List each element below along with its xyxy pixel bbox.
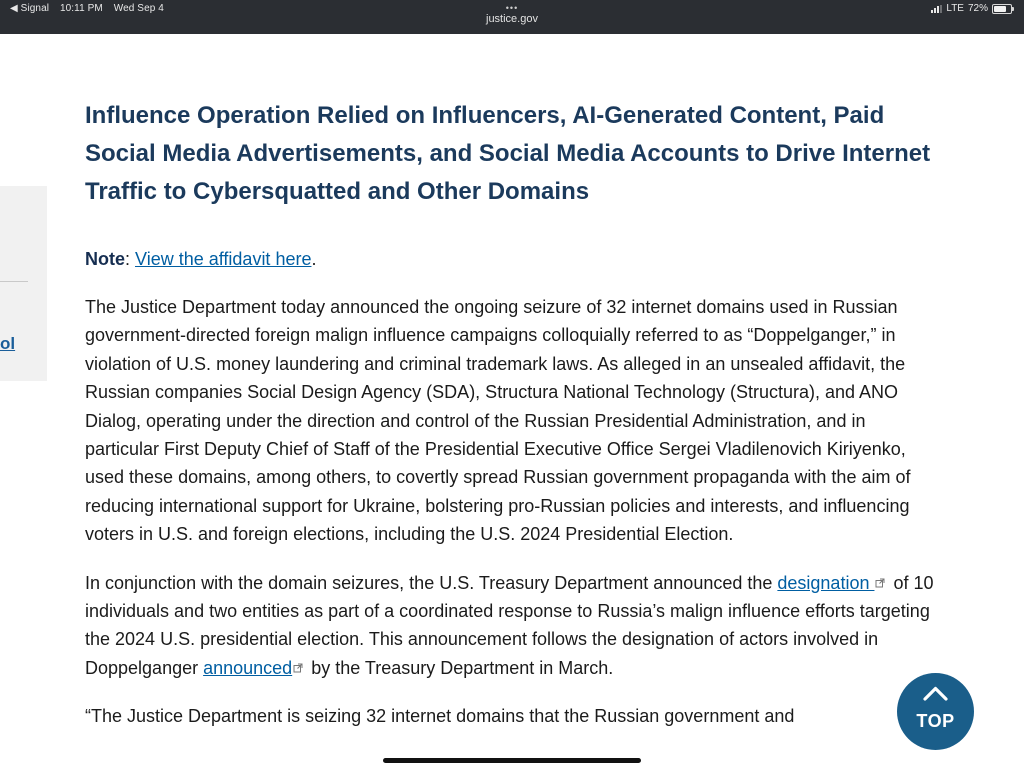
side-divider <box>0 281 28 282</box>
note-line <box>85 245 935 273</box>
cellular-signal-icon <box>931 5 942 13</box>
back-to-top-button[interactable] <box>897 673 974 750</box>
paragraph-2-text-a: In conjunction with the domain seizures, the U.S. Treasury Department announced the <box>85 572 778 593</box>
side-panel <box>0 186 47 381</box>
article-body <box>85 97 935 731</box>
status-time: 10:11 PM <box>59 3 103 14</box>
external-link-icon <box>293 663 303 673</box>
battery-percent: 72% <box>967 3 988 14</box>
paragraph-2-text-b: of 10 individuals and two entities as part of a coordinated response to Russia’s malign influence efforts targeting the 2024 U.S. presidential election. This announcement follows the designation of actors involved in Doppelganger <box>85 572 934 678</box>
status-date: Wed Sep 4 <box>113 3 164 14</box>
chevron-up-icon <box>922 685 949 701</box>
url-bar <box>0 4 1024 25</box>
status-bar <box>0 0 1024 34</box>
multitasking-dots-icon[interactable]: ••• <box>505 3 519 13</box>
status-right <box>931 3 1012 14</box>
note-label: Note <box>85 249 125 269</box>
page-url[interactable]: justice.gov <box>486 13 538 25</box>
paragraph-2-text-c: by the Treasury Department in March. <box>306 657 614 678</box>
note-end: . <box>311 249 317 269</box>
back-to-top-label: TOP <box>916 711 955 731</box>
side-panel-link[interactable]: ol <box>0 334 16 353</box>
announced-link[interactable]: announced <box>203 657 293 678</box>
note-separator: : <box>125 249 136 269</box>
designation-link[interactable]: designation <box>777 572 875 593</box>
article-subheadline: Influence Operation Relied on Influencers, AI-Generated Content, Paid Social Media Advertisements, and Social Media Accounts to Drive Internet Traffic to Cybersquatted and Other Domains <box>85 102 931 205</box>
home-indicator[interactable] <box>383 758 641 763</box>
back-to-app-link[interactable]: ◀ Signal <box>10 3 50 14</box>
paragraph-1: The Justice Department today announced the ongoing seizure of 32 internet domains used in Russian government-directed foreign malign influence campaigns colloquially referred to as “Doppelganger,” in violation of U.S. money laundering and criminal trademark laws. As alleged in an unsealed affidavit, the Russian companies Social Design Agency (SDA), Structura National Technology (Structura), and ANO Dialog, operating under the direction and control of the Russian Presidential Administration, and in particular First Deputy Chief of Staff of the Presidential Executive Office Sergei Vladilenovich Kiriyenko, used these domains, among others, to covertly spread Russian government propaganda with the aim of reducing international support for Ukraine, bolstering pro-Russian policies and interests, and influencing voters in U.S. and foreign elections, including the U.S. 2024 Presidential Election. <box>85 297 911 545</box>
paragraph-2 <box>85 569 935 683</box>
external-link-icon <box>875 578 885 588</box>
paragraph-3: “The Justice Department is seizing 32 internet domains that the Russian government and <box>85 706 795 727</box>
battery-icon <box>992 4 1012 14</box>
affidavit-link[interactable]: View the affidavit here <box>135 249 312 269</box>
network-type: LTE <box>946 3 964 14</box>
